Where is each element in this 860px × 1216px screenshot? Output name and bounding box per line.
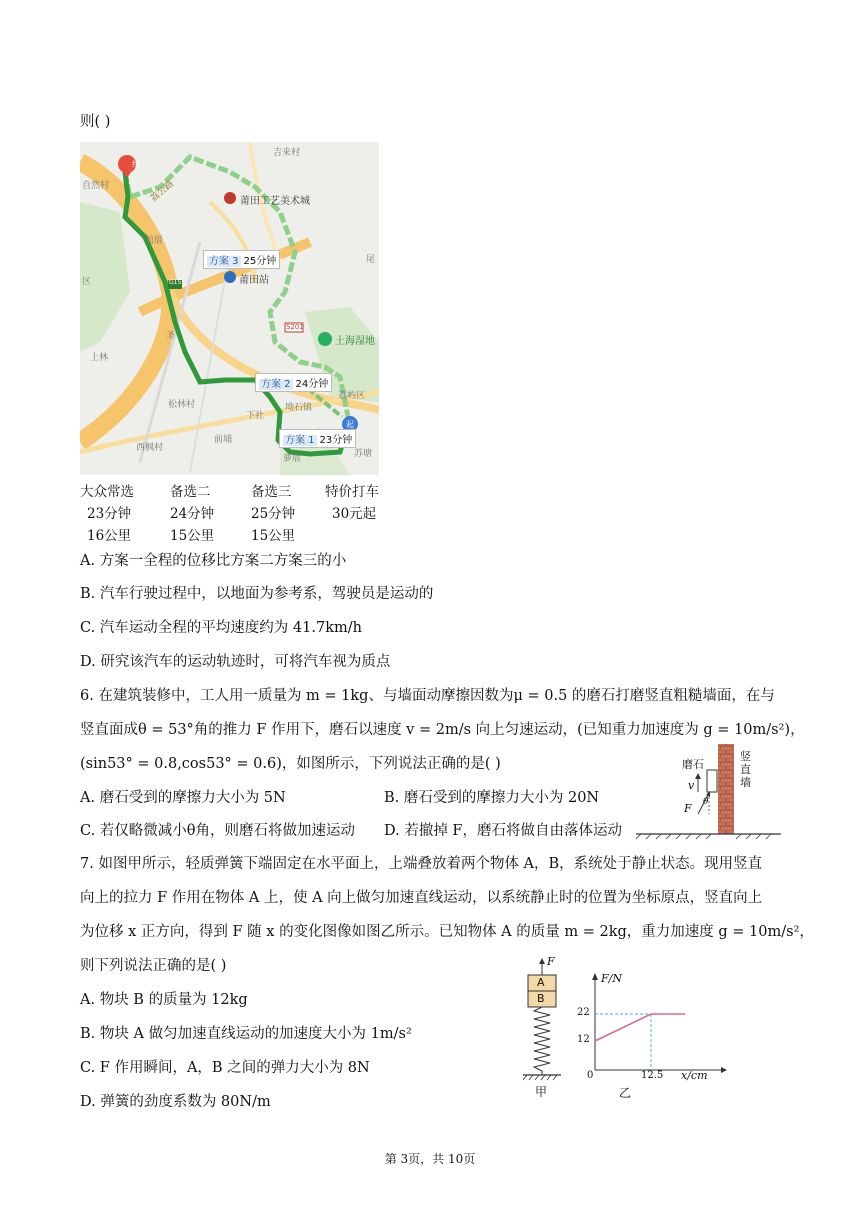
wall-diagram	[636, 742, 781, 842]
graph-ylabel: F/N	[601, 972, 622, 985]
q7-stem-line3: 为位移 x 正方向，得到 F 随 x 的变化图像如图乙所示。已知物体 A 的质量 m = 2kg，重力加速度 g = 10m/s²，	[80, 924, 814, 940]
q7-stem-line1: 7. 如图甲所示，轻质弹簧下端固定在水平面上，上端叠放着两个物体 A，B，系统处于静止状态。现用竖直	[80, 856, 763, 872]
route-time: 25分钟	[251, 506, 296, 522]
spring-diagram	[515, 955, 575, 1100]
q5-option-c: C. 汽车运动全程的平均速度约为 41.7km/h	[80, 620, 362, 636]
graph-tick-12: 12	[577, 1034, 590, 1045]
map-label: 上林	[90, 353, 109, 363]
route-distance: 16公里	[87, 528, 132, 544]
map-label: 吉来村	[273, 148, 301, 158]
q6-option-b: B. 磨石受到的摩擦力大小为 20N	[384, 790, 600, 806]
route-time: 30元起	[332, 506, 377, 522]
q6-stem-line2: 竖直面成θ = 53°角的推力 F 作用下，磨石以速度 v = 2m/s 向上匀速运动，(已知重力加速度为 g = 10m/s²)，	[80, 722, 805, 738]
map-label: 荔屿区	[338, 391, 366, 401]
q6-stem-line1: 6. 在建筑装修中，工人用一质量为 m = 1kg、与墙面动摩擦因数为μ = 0.5 的磨石打磨竖直粗糙墙面，在与	[80, 688, 775, 704]
page-footer: 第 3页，共 10页	[384, 1152, 476, 1166]
q7-option-c: C. F 作用瞬间，A，B 之间的弹力大小为 8N	[80, 1060, 370, 1076]
route-name: 备选三	[251, 484, 292, 500]
question-tail: 则( )	[80, 114, 111, 130]
map-label: 莆田工艺美术城	[240, 196, 310, 207]
q7-option-d: D. 弹簧的劲度系数为 80N/m	[80, 1094, 271, 1110]
f-x-curve	[595, 1014, 685, 1041]
map-label: 松林村	[168, 400, 196, 410]
grinding-stone-figure	[636, 742, 781, 842]
map-label: 自然村	[82, 181, 110, 191]
route-distance: 15公里	[251, 528, 296, 544]
q6-stem-line3: (sin53° = 0.8,cos53° = 0.6)，如图所示，下列说法正确的是( )	[80, 756, 501, 772]
map-label: S201	[286, 323, 304, 331]
graph-tick-22: 22	[577, 1007, 590, 1018]
map-label: 前厝	[145, 236, 164, 246]
q7-option-b: B. 物块 A 做匀加速直线运动的加速度大小为 1m/s²	[80, 1026, 412, 1042]
force-label: F	[684, 802, 692, 815]
q5-option-a: A. 方案一全程的位移比方案二方案三的小	[80, 553, 347, 569]
stone-label: 磨石	[682, 758, 704, 771]
route-time: 23分钟	[87, 506, 132, 522]
route-name: 特价打车	[325, 484, 379, 500]
plan-tag: 方案 2 24分钟	[255, 373, 332, 392]
q5-option-d: D. 研究该汽车的运动轨迹时，可将汽车视为质点	[80, 654, 391, 670]
map-label: 苏塘	[354, 449, 373, 459]
map-label: 土海湿地	[335, 336, 375, 347]
graph-plot	[575, 968, 735, 1103]
q5-option-b: B. 汽车行驶过程中，以地面为参考系，驾驶员是运动的	[80, 586, 434, 602]
map-label: 西枫村	[136, 443, 164, 453]
map-label: 尾	[366, 255, 376, 265]
figure-jia-label: 甲	[535, 1085, 548, 1099]
map-label: 坳石镇	[285, 403, 313, 413]
q7-stem-line4: 则下列说法正确的是( )	[80, 958, 227, 974]
plan-tag: 方案 1 23分钟	[279, 429, 356, 448]
map-label: 荔公路	[148, 179, 177, 205]
figure-yi-label: 乙	[619, 1086, 632, 1100]
end-marker-label: 终	[132, 160, 140, 169]
q6-option-d: D. 若撤掉 F，磨石将做自由落体运动	[384, 823, 622, 839]
map-label: 下社	[246, 411, 265, 421]
plan-tag: 方案 3 25分钟	[203, 250, 280, 269]
route-name: 备选二	[170, 484, 211, 500]
graph-tick-12-5: 12.5	[641, 1070, 664, 1081]
route-time: 24分钟	[170, 506, 215, 522]
q7-stem-line2: 向上的拉力 F 作用在物体 A 上，使 A 向上做匀加速直线运动，以系统静止时的位置为坐标原点，竖直向上	[80, 890, 763, 906]
q6-option-c: C. 若仅略微减小θ角，则磨石将做加速运动	[80, 823, 356, 839]
theta-label: θ	[703, 797, 709, 807]
start-marker-label: 起	[346, 420, 354, 429]
force-displacement-graph	[575, 968, 735, 1103]
wall-label: 竖直墙	[740, 750, 751, 789]
map-label: 区	[82, 277, 92, 287]
block-a-label: A	[537, 976, 545, 989]
q6-option-a: A. 磨石受到的摩擦力大小为 5N	[80, 790, 286, 806]
graph-xlabel: x/cm	[681, 1069, 708, 1082]
q7-option-a: A. 物块 B 的质量为 12kg	[80, 992, 248, 1008]
map-label: 萝厝	[283, 454, 302, 464]
map-label: 前埔	[214, 435, 233, 445]
route-map	[80, 142, 379, 475]
map-label: 莆田站	[239, 275, 269, 286]
route-distance: 15公里	[170, 528, 215, 544]
block-b-label: B	[537, 992, 545, 1005]
spring-figure	[515, 955, 575, 1100]
map-background	[80, 142, 379, 475]
pull-force-label: F	[547, 955, 555, 968]
graph-origin: 0	[587, 1070, 594, 1081]
velocity-label: v	[688, 779, 695, 792]
route-name: 大众常选	[80, 484, 134, 500]
map-label: G15	[169, 279, 182, 286]
map-label: 圣	[166, 331, 176, 341]
